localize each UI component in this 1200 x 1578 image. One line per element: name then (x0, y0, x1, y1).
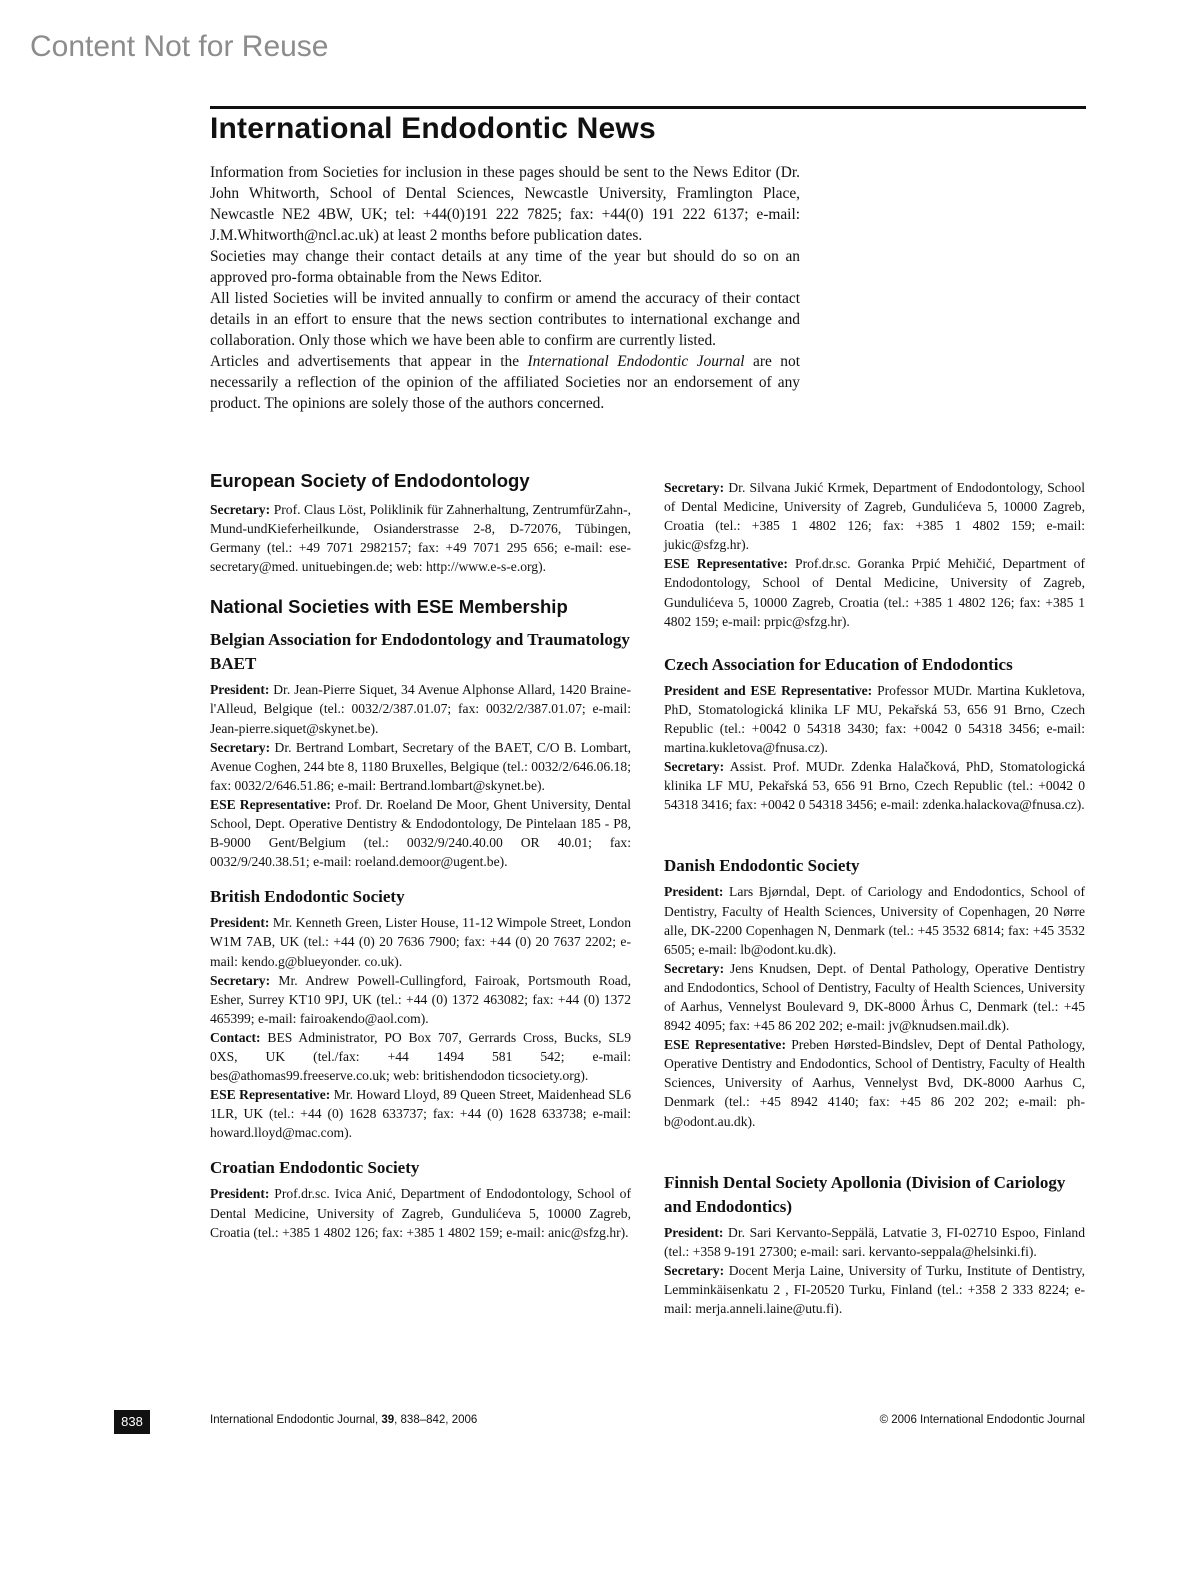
society-british (210, 885, 631, 1142)
contact-text: Prof. Claus Löst, Poliklinik für Zahnerhaltung, ZentrumfürZahn-, Mund-undKieferheilkunde, Osianderstrasse 2-8, D-72076, Tübingen, Germany (tel.: +49 7071 2982157; fax: +49 7071 295 656; e-mail: ese-secretary@med. unituebingen.de; web: http://www.e-s-e.org). (210, 502, 631, 575)
footer-citation (210, 1414, 477, 1426)
intro-paragraph: Information from Societies for inclusion in these pages should be sent to the News Editor (Dr. John Whitworth, School of Dental Sciences, Newcastle University, Framlington Place, Newcastle NE2 4BW, UK; tel: +44(0)191 222 7825; fax: +44(0) 191 222 6137; e-mail: J.M.Whitworth@ncl.ac.uk) at least 2 months before publication dates. (210, 164, 800, 244)
contact-entry (664, 959, 1085, 1035)
contact-text: Assist. Prof. MUDr. Zdenka Halačková, PhD, Stomatologická klinika LF MU, Pekařská 53, 656 91 Brno, Czech Republic (tel.: +0042 0 54318 3416; fax: +0042 0 54318 3456; e-mail: zdenka.halackova@fnusa.cz). (664, 759, 1085, 813)
role-label: Secretary: (664, 1262, 725, 1278)
watermark: Content Not for Reuse (30, 30, 329, 63)
intro-text-span: Articles and advertisements that appear in the (210, 353, 528, 370)
contact-text: Dr. Silvana Jukić Krmek, Department of Endodontology, School of Dental Medicine, University of Zagreb, Gundulićeva 5, 10000 Zagreb, Croatia (tel.: +385 1 4802 126; fax: +385 1 4802 159; e-mail: jukic@sfzg.hr). (664, 480, 1085, 553)
ese-heading: European Society of Endodontology (210, 470, 530, 491)
society-heading: Danish Endodontic Society (664, 856, 860, 876)
contact-text: Mr. Kenneth Green, Lister House, 11-12 Wimpole Street, London W1M 7AB, UK (tel.: +44 (0) 20 7636 7900; fax: +44 (0) 20 7637 2202; e-mail: kendo.g@blueyonder. co.uk). (210, 915, 631, 969)
contact-entry (664, 554, 1085, 630)
society-danish (664, 854, 1085, 1130)
society-heading: Czech Association for Education of Endodontics (664, 654, 1013, 674)
contact-text: Mr. Howard Lloyd, 89 Queen Street, Maidenhead SL6 1LR, UK (tel.: +44 (0) 1628 633737; fax: +44 (0) 1628 633738; e-mail: howard.lloyd@mac.com). (210, 1087, 631, 1141)
contact-text: Prof.dr.sc. Goranka Prpić Mehičić, Department of Endodontology, School of Dental Medicine, University of Zagreb, Gundulićeva 5, 10000 Zagreb, Croatia (tel.: +385 1 4802 126; fax: +385 1 4802 159; e-mail: prpic@sfzg.hr). (664, 556, 1085, 629)
right-column (664, 478, 1085, 1330)
ese-secretary (210, 500, 631, 576)
title-rule (210, 106, 1086, 109)
role-label: Contact: (210, 1029, 261, 1045)
contact-entry (210, 1184, 631, 1241)
contact-text: Dr. Bertrand Lombart, Secretary of the BAET, C/O B. Lombart, Avenue Coghen, 244 bte 8, 1180 Bruxelles, Belgique (tel.: 0032/2/646.06.18; fax: 0032/2/646.51.86; e-mail: Bertrand.lombart@skynet.be). (210, 739, 631, 793)
contact-entry (664, 757, 1085, 814)
contact-text: Dr. Jean-Pierre Siquet, 34 Avenue Alphonse Allard, 1420 Braine-l'Alleud, Belgique (tel.: 0032/2/387.01.07; fax: 0032/2/387.01.07; e-mail: Jean-pierre.siquet@skynet.be). (210, 682, 631, 736)
contact-text: BES Administrator, PO Box 707, Gerrards Cross, Bucks, SL9 0XS, UK (tel./fax: +44 1494 581 542; e-mail: bes@athomas99.freeserve.co.uk; web: britishendodon ticsociety.org). (210, 1029, 631, 1084)
intro-paragraph: All listed Societies will be invited annually to confirm or amend the accuracy of their contact details in an effort to ensure that the news section contributes to international exchange and collaboration. Only those which we have been able to confirm are currently listed. (210, 290, 800, 349)
role-label: Secretary: (210, 739, 271, 755)
contact-text: Professor MUDr. Martina Kukletova, PhD, Stomatologická klinika LF MU, Pekařská 53, 656 91 Brno, Czech Republic (tel.: +0042 0 54318 3430; fax: +0042 0 54318 3456; e-mail: martina.kukletova@fnusa.cz). (664, 682, 1085, 756)
contact-text: Prof. Dr. Roeland De Moor, Ghent University, Dental School, Dept. Operative Dentistry & Endodontology, De Pintelaan 185 - P8, B-9000 Gent/Belgium (tel.: 0032/9/240.40.00 OR 40.01; fax: 0032/9/240.38.51; e-mail: roeland.demoor@ugent.be). (210, 796, 631, 870)
footer-copyright: © 2006 International Endodontic Journal (879, 1414, 1085, 1426)
contact-text: Preben Hørsted-Bindslev, Dept of Dental Pathology, Operative Dentistry and Endodontics, School of Dentistry, Faculty of Health Sciences, University of Aarhus, Vennelyst Bvd, DK-8000 Aarhus C, Denmark (tel.: +45 8942 4140; fax: +45 86 202 202; e-mail: ph-b@odont.au.dk). (664, 1037, 1085, 1129)
society-croatian (210, 1156, 631, 1241)
contact-text: Jens Knudsen, Dept. of Dental Pathology, Operative Dentistry and Endodontics, School of Dentistry, Faculty of Health Sciences, University of Aarhus, Vennelyst Boulevard 9, DK-8000 Århus C, Denmark (tel.: +45 8942 4095; fax: +45 86 202 202; e-mail: jv@knudsen.mail.dk). (664, 960, 1085, 1034)
contact-text: Docent Merja Laine, University of Turku, Institute of Dentistry, Lemminkäisenkatu 2 , FI-20520 Turku, Finland (tel.: +358 2 333 8224; e-mail: merja.anneli.laine@utu.fi). (664, 1262, 1085, 1316)
society-finnish (664, 1171, 1085, 1318)
contact-entry (210, 1085, 631, 1142)
role-label: President and ESE Representative: (664, 682, 873, 698)
footer-volume: 39 (381, 1414, 395, 1426)
intro-paragraph: Societies may change their contact details at any time of the year but should do so on an approved pro-forma obtainable from the News Editor. (210, 248, 800, 286)
left-column (210, 470, 631, 1254)
contact-entry (664, 1035, 1085, 1130)
intro-text (210, 162, 800, 414)
contact-entry (664, 1261, 1085, 1318)
journal-name: International Endodontic Journal (527, 353, 745, 370)
role-label: President: (664, 884, 724, 900)
role-label: ESE Representative: (210, 1087, 331, 1103)
society-croatian-continued (664, 478, 1085, 631)
page-number: 838 (114, 1410, 150, 1434)
role-label: ESE Representative: (664, 556, 788, 572)
society-heading: Croatian Endodontic Society (210, 1158, 420, 1178)
role-label: Secretary: (664, 759, 725, 775)
contact-entry (664, 478, 1085, 554)
contact-entry (210, 1028, 631, 1085)
role-label: Secretary: (210, 972, 271, 988)
page-title: International Endodontic News (210, 112, 656, 145)
contact-entry (664, 882, 1085, 958)
contact-entry (664, 1223, 1085, 1261)
role-label: Secretary: (210, 502, 271, 517)
role-label: President: (210, 1186, 270, 1202)
society-czech (664, 653, 1085, 815)
contact-entry (210, 680, 631, 737)
society-heading: British Endodontic Society (210, 887, 405, 907)
contact-entry (210, 913, 631, 970)
society-belgian (210, 628, 631, 871)
role-label: ESE Representative: (210, 796, 331, 812)
contact-entry (664, 681, 1085, 757)
footer-journal: International Endodontic Journal, (210, 1414, 382, 1426)
society-heading: Finnish Dental Society Apollonia (Division of Cariology and Endodontics) (664, 1172, 1066, 1216)
contact-entry (210, 971, 631, 1028)
role-label: ESE Representative: (664, 1037, 786, 1053)
intro-text-span: are not necessarily a reflection of the opinion of the affiliated Societies nor an endorsement of any product. The opinions are solely those of the authors concerned. (210, 353, 800, 412)
contact-text: Mr. Andrew Powell-Cullingford, Fairoak, Portsmouth Road, Esher, Surrey KT10 9PJ, UK (tel.: +44 (0) 1372 463082; fax: +44 (0) 1372 465399; e-mail: fairoakendo@aol.com). (210, 972, 631, 1026)
contact-entry (210, 795, 631, 871)
contact-text: Lars Bjørndal, Dept. of Cariology and Endodontics, School of Dentistry, Faculty of Health Sciences, University of Copenhagen, 20 Nørre alle, DK-2200 Copenhagen N, Denmark (tel.: +45 3532 6814; fax: +45 3532 6505; e-mail: lb@odont.ku.dk). (664, 884, 1085, 957)
footer-pages: , 838–842, 2006 (394, 1414, 478, 1426)
contact-text: Dr. Sari Kervanto-Seppälä, Latvatie 3, FI-02710 Espoo, Finland (tel.: +358 9-191 27300; e-mail: sari. kervanto-seppala@helsinki.fi). (664, 1224, 1085, 1259)
role-label: Secretary: (664, 480, 725, 495)
national-societies-heading: National Societies with ESE Membership (210, 596, 568, 618)
society-heading: Belgian Association for Endodontology and Traumatology BAET (210, 630, 630, 674)
role-label: President: (664, 1224, 724, 1240)
intro-paragraph (210, 351, 800, 414)
contact-entry (210, 738, 631, 795)
role-label: Secretary: (664, 960, 725, 976)
contact-text: Prof.dr.sc. Ivica Anić, Department of Endodontology, School of Dental Medicine, University of Zagreb, Gundulićeva 5, 10000 Zagreb, Croatia (tel.: +385 1 4802 126; fax: +385 1 4802 159; e-mail: anic@sfzg.hr). (210, 1186, 631, 1240)
role-label: President: (210, 682, 270, 698)
role-label: President: (210, 915, 270, 931)
